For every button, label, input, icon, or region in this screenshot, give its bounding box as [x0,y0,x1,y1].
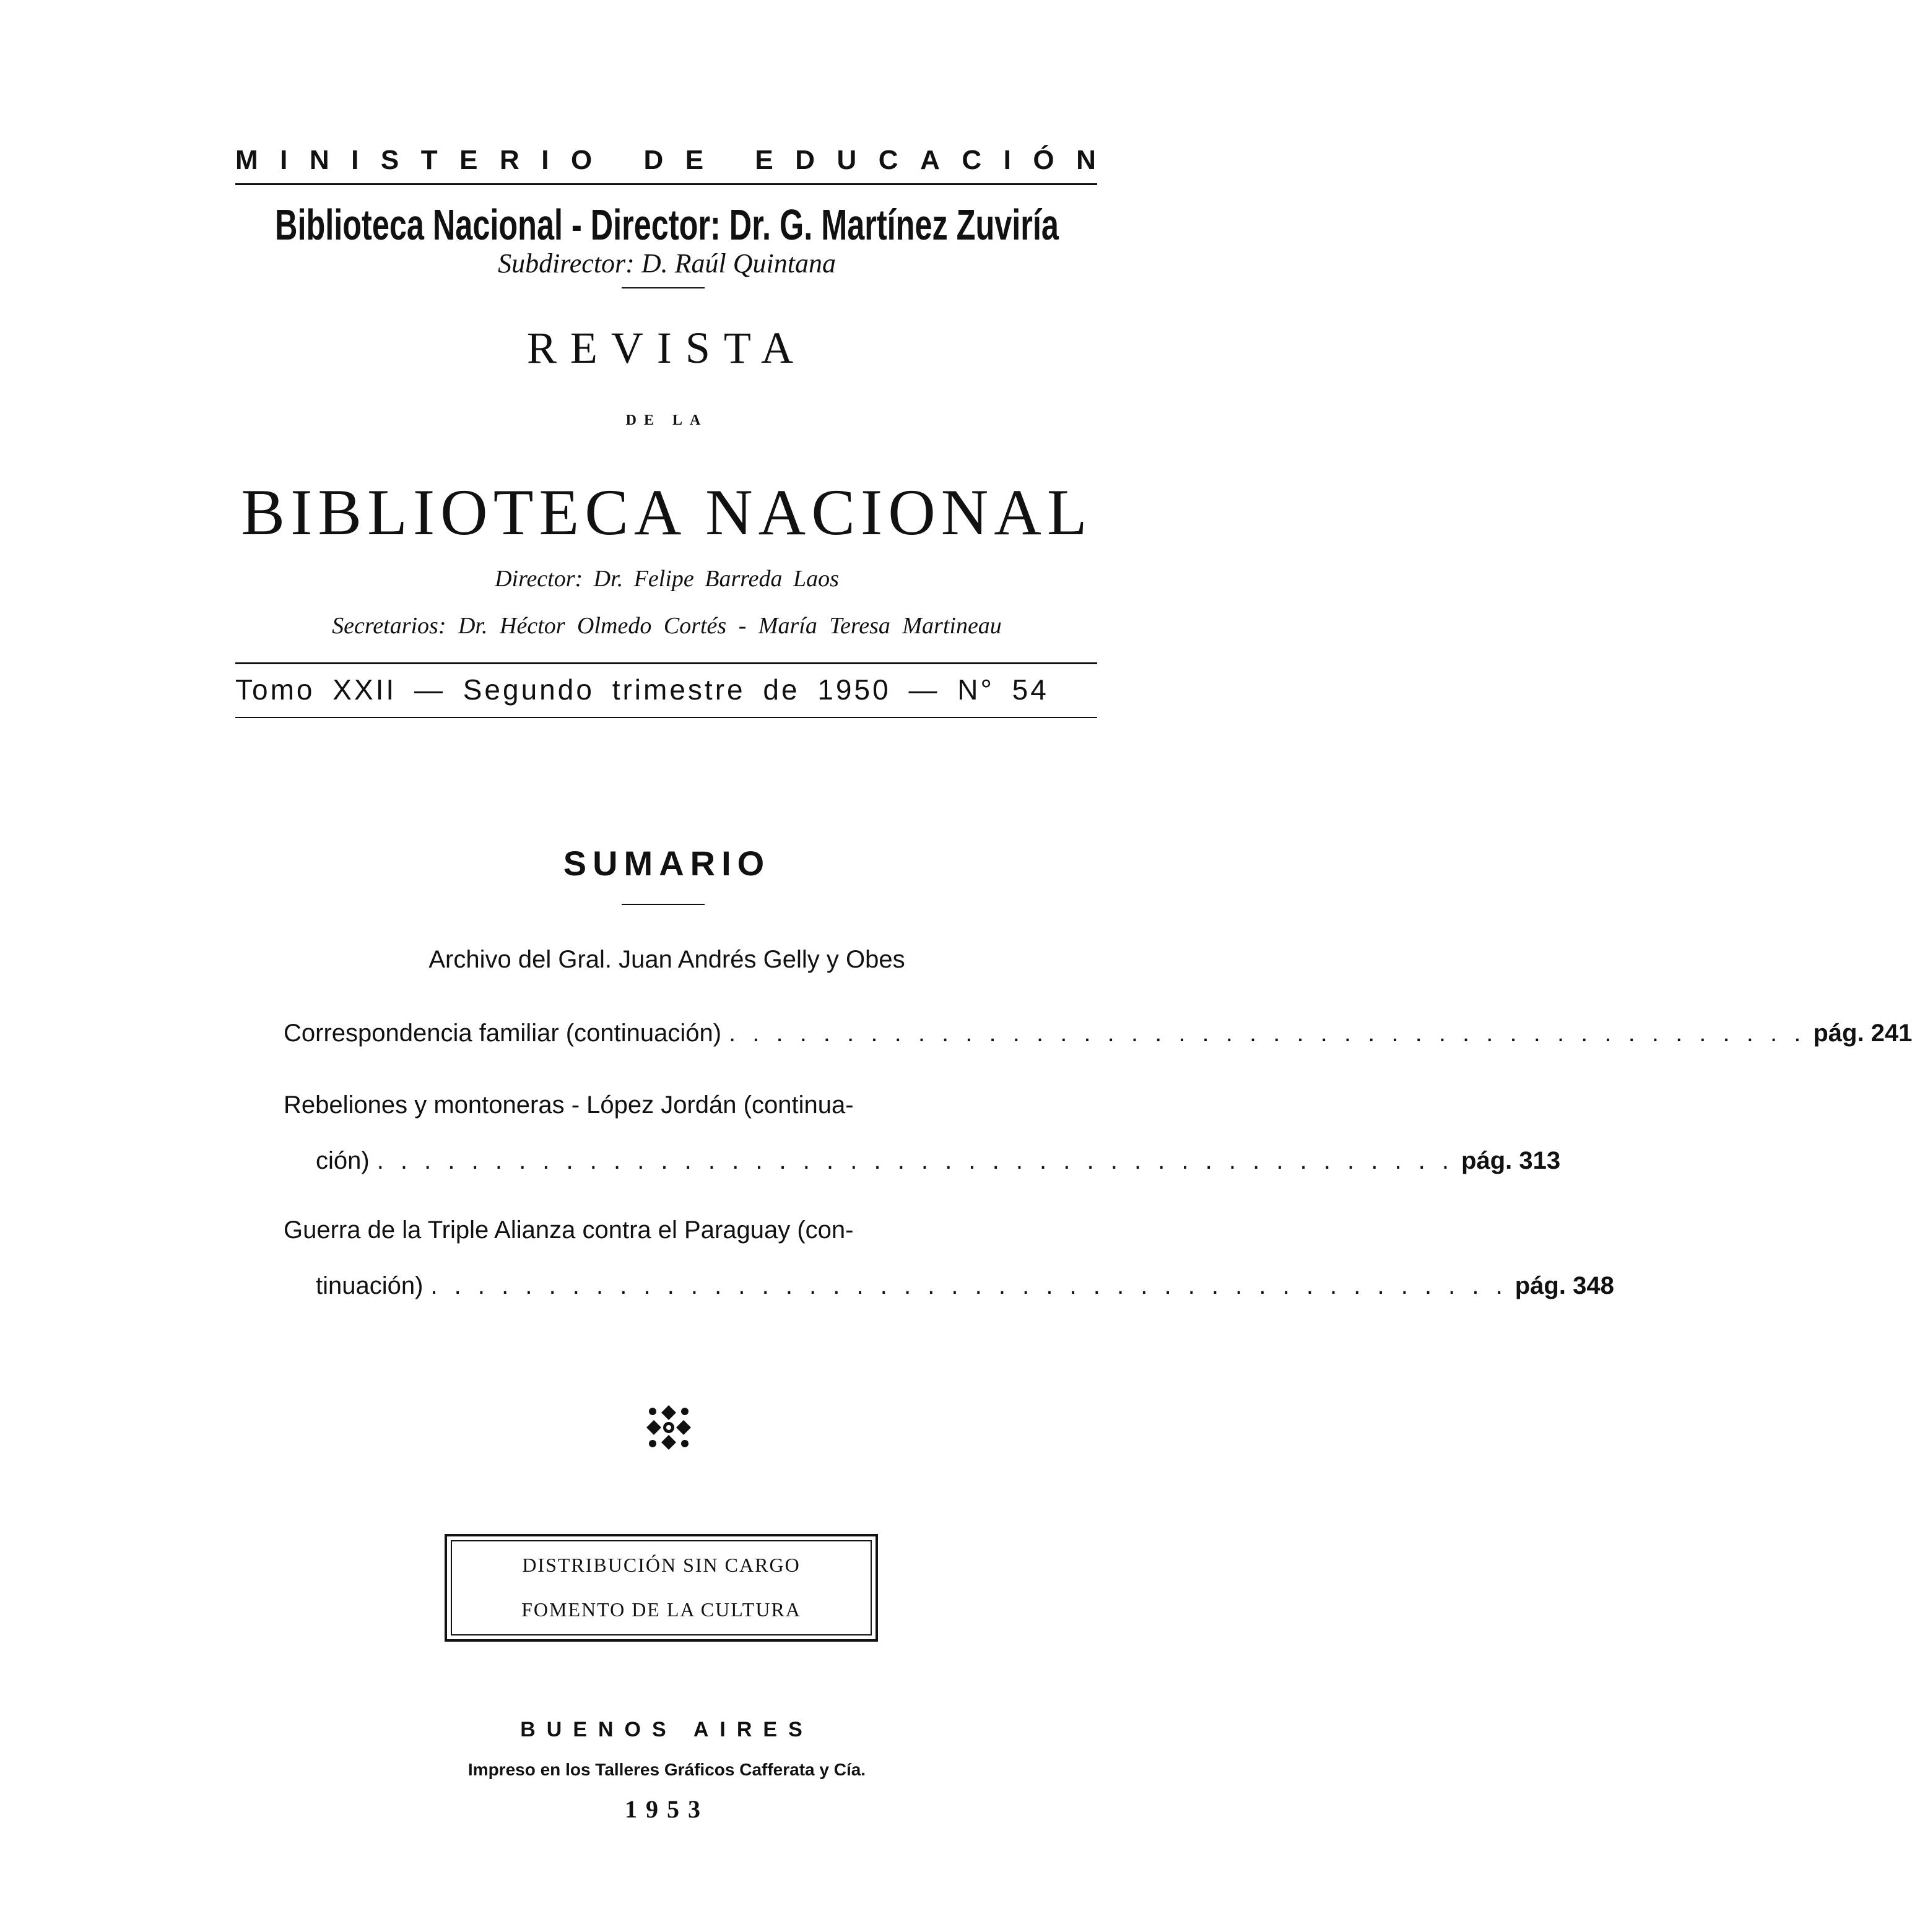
ministerio-letter: E [755,145,773,175]
ministerio-letter: I [280,145,288,175]
ministerio-letter: N [1076,145,1096,175]
de-la-heading: DE LA [625,412,708,428]
ministerio-letter: D [643,145,664,175]
ministerio-letter: E [459,145,478,175]
ministerio-space [726,145,733,176]
toc-entry-3 [316,1270,1614,1301]
ornament-icon [644,1403,693,1452]
ministerio-heading [235,145,1096,176]
distribution-line-1: DISTRIBUCIÓN SIN CARGO [522,1554,801,1576]
city-line: BUENOS AIRES [520,1718,814,1741]
toc-entry-title: Correspondencia familiar (continuación) [284,1020,722,1047]
toc-page-number: pág. 241 [1813,1020,1912,1047]
ministerio-letter: U [836,145,857,175]
ministerio-letter: N [309,145,329,175]
toc-entry-3-line1: Guerra de la Triple Alianza contra el Paraguay (con- [284,1216,854,1244]
toc-page-number: pág. 313 [1461,1147,1561,1174]
sumario-divider [622,904,705,905]
tomo-line: Tomo XXII — Segundo trimestre de 1950 — N° 54 [235,674,1049,706]
biblioteca-nacional-title: BIBLIOTECA NACIONAL [241,476,1093,548]
director-line: Director: Dr. Felipe Barreda Laos [495,566,839,592]
tomo-top-rule [235,662,1097,664]
revista-heading: REVISTA [526,323,807,373]
ministerio-letter: R [500,145,519,175]
ministerio-letter: T [420,145,438,175]
distribution-line-2: FOMENTO DE LA CULTURA [521,1598,801,1621]
toc-entry-2-line1: Rebeliones y montoneras - López Jordán (continua- [284,1091,854,1119]
ministerio-letter: O [571,145,593,175]
toc-entry-title-cont: tinuación) [316,1272,424,1299]
ministerio-space [614,145,622,176]
header-rule [235,183,1097,185]
ministerio-letter: I [351,145,359,175]
ministerio-letter: I [541,145,549,175]
archivo-line: Archivo del Gral. Juan Andrés Gelly y Obes [428,946,905,973]
ministerio-letter: D [795,145,815,175]
year-line: 1953 [625,1795,709,1823]
ministerio-letter: Ó [1033,145,1054,175]
ministerio-letter: I [1003,145,1011,175]
subdirector-line: Subdirector: D. Raúl Quintana [498,248,836,279]
printer-line: Impreso en los Talleres Gráficos Cafferata y Cía. [467,1760,866,1779]
distribution-box [445,1534,878,1642]
short-divider [622,287,705,288]
ministerio-letter: M [235,145,258,175]
toc-entry-1 [284,1018,1912,1049]
tomo-bottom-rule [235,717,1097,718]
sumario-heading: SUMARIO [563,844,771,883]
biblioteca-director-line: Biblioteca Nacional - Director: Dr. G. Martínez Zuviría [275,201,1059,249]
ministerio-letter: C [878,145,898,175]
toc-entry-title-cont: ción) [316,1147,370,1174]
toc-page-number: pág. 348 [1514,1272,1614,1299]
toc-leader: . . . . . . . . . . . . . . . . . . . . . . . . . . . . . . . . . . . . . . . . . . . . . . [376,1147,1454,1174]
ministerio-letter: A [920,145,940,175]
ministerio-letter: C [962,145,982,175]
ministerio-letter: S [380,145,399,175]
ministerio-letter: E [685,145,704,175]
toc-entry-2 [316,1145,1561,1176]
toc-leader: . . . . . . . . . . . . . . . . . . . . . . . . . . . . . . . . . . . . . . . . . . . . . . [430,1272,1508,1299]
secretarios-line: Secretarios: Dr. Héctor Olmedo Cortés - María Teresa Martineau [332,613,1002,639]
toc-leader: . . . . . . . . . . . . . . . . . . . . . . . . . . . . . . . . . . . . . . . . . . . . . . [729,1020,1806,1047]
